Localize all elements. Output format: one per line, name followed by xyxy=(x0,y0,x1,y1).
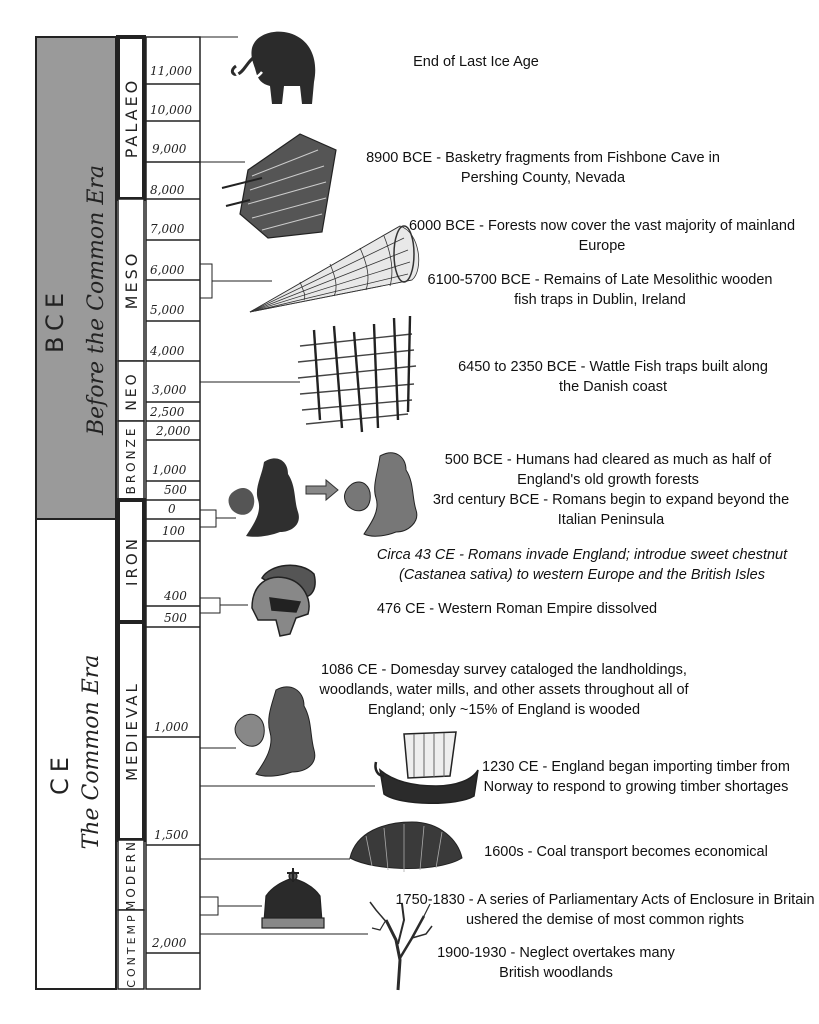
event-roman-expansion: 3rd century BCE - Romans begin to expand beyond the Italian Peninsula xyxy=(432,492,790,528)
period-label-meso: MESO xyxy=(122,250,141,310)
event-empire-dissolved: 476 CE - Western Roman Empire dissolved xyxy=(376,601,658,617)
tick-label: 11,000 xyxy=(150,64,192,78)
event-timber-import: 1230 CE - England began importing timber from Norway to respond to growing timber shortages xyxy=(482,759,790,795)
tick-label: 2,500 xyxy=(150,405,185,419)
fish-trap-icon xyxy=(250,226,419,312)
event-ice-age: End of Last Ice Age xyxy=(413,54,539,70)
tick-label: 8,000 xyxy=(150,183,185,197)
basketry-icon xyxy=(222,134,336,238)
tick-label: 100 xyxy=(162,524,185,538)
roman-helmet-icon xyxy=(252,565,315,636)
bce-full-label: Before the Common Era xyxy=(84,164,109,436)
tick-label: 1,000 xyxy=(154,720,189,734)
tick-label: 7,000 xyxy=(150,222,185,236)
event-forests: 6000 BCE - Forests now cover the vast majority of mainland Europe xyxy=(408,218,796,254)
tick-label: 500 xyxy=(164,483,187,497)
tick-label: 500 xyxy=(164,611,187,625)
event-coal: 1600s - Coal transport becomes economical xyxy=(484,844,768,860)
tick-label: 1,000 xyxy=(152,463,187,477)
bce-label: BCE xyxy=(41,287,69,353)
event-basketry: 8900 BCE - Basketry fragments from Fishbone Cave in Pershing County, Nevada xyxy=(366,150,720,186)
coal-basket-icon xyxy=(350,822,462,872)
british-isles-map-icon xyxy=(345,453,417,536)
event-neglect: 1900-1930 - Neglect overtakes many British woodlands xyxy=(437,945,675,981)
tick-label: 400 xyxy=(164,589,187,603)
tick-label: 2,000 xyxy=(152,936,187,950)
event-danish-traps: 6450 to 2350 BCE - Wattle Fish traps built along the Danish coast xyxy=(458,359,768,395)
tick-label: 10,000 xyxy=(150,103,192,117)
tick-label: 3,000 xyxy=(152,383,187,397)
wattle-icon xyxy=(298,316,416,432)
event-domesday: 1086 CE - Domesday survey cataloged the landholdings, woodlands, water mills, and other assets throughout all of England; only ~15% of England is wooded xyxy=(319,662,689,718)
tick-label: 6,000 xyxy=(150,263,185,277)
period-label-neo: NEO xyxy=(124,371,140,411)
period-label-medieval: MEDIEVAL xyxy=(123,681,141,781)
event-dublin-traps: 6100-5700 BCE - Remains of Late Mesolithic wooden fish traps in Dublin, Ireland xyxy=(427,272,773,308)
ce-full-label: The Common Era xyxy=(79,654,104,850)
crown-icon xyxy=(262,868,324,928)
tick-label: 5,000 xyxy=(150,303,185,317)
tick-label: 1,500 xyxy=(154,828,189,842)
period-label-iron: IRON xyxy=(123,536,141,586)
event-forest-clearing: 500 BCE - Humans had cleared as much as half of England's old growth forests xyxy=(444,452,772,488)
period-label-modern: MODERN xyxy=(124,839,138,911)
viking-ship-icon xyxy=(375,732,478,803)
period-label-bronze: BRONZE xyxy=(124,425,138,495)
tick-label: 4,000 xyxy=(150,344,185,358)
tick-label: 2,000 xyxy=(156,424,191,438)
mammoth-icon xyxy=(232,32,315,104)
period-label-palaeo: PALAEO xyxy=(122,77,141,159)
british-isles-map-icon xyxy=(229,458,299,536)
event-roman-invasion: Circa 43 CE - Romans invade England; introdue sweet chestnut (Castanea sativa) to western Europe and the British Isles xyxy=(376,547,788,583)
arrow-icon xyxy=(306,480,338,500)
ce-label: CE xyxy=(46,751,74,795)
period-label-contemp: CONTEMP xyxy=(125,912,138,988)
tick-label: 0 xyxy=(168,502,176,516)
tick-label: 9,000 xyxy=(152,142,187,156)
event-enclosure: 1750-1830 - A series of Parliamentary Acts of Enclosure in Britain ushered the demise of most common rights xyxy=(395,892,815,928)
